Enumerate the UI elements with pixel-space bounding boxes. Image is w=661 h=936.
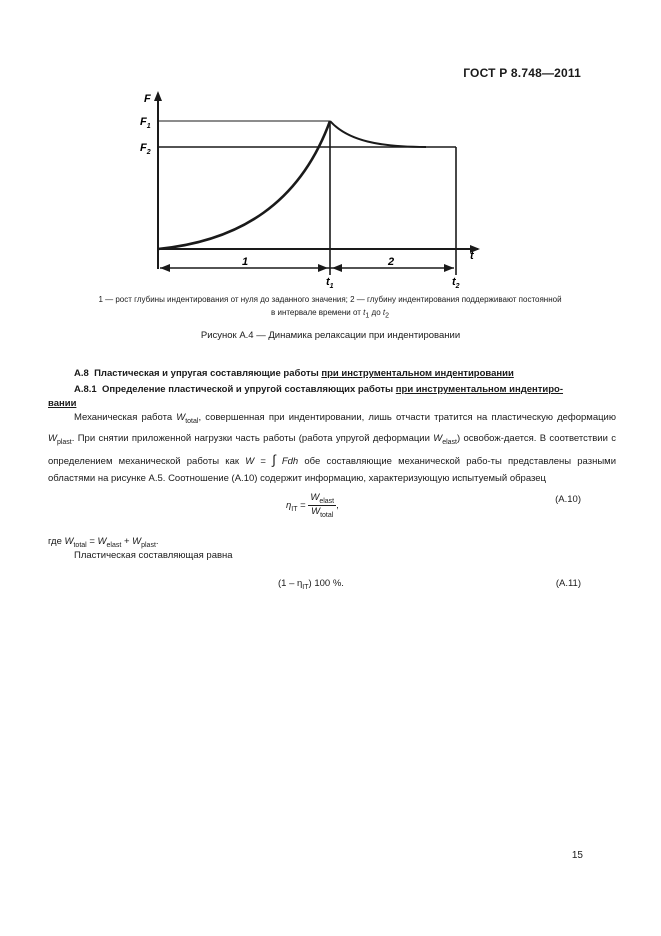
section-a81-heading: А.8.1 Определение пластической и упругой составляющих работы при инструментальном индентиро- bbox=[74, 384, 564, 395]
plastic-component-text: Пластическая составляющая равна bbox=[74, 550, 233, 561]
document-header: ГОСТ Р 8.748—2011 bbox=[463, 66, 581, 80]
dim-arrow-t1-right bbox=[332, 264, 342, 272]
equation-a10-number: (А.10) bbox=[555, 494, 581, 505]
y-axis-arrow bbox=[154, 91, 162, 101]
page-number: 15 bbox=[571, 850, 583, 861]
t2-label: $t_2$ bbox=[452, 276, 460, 290]
indentation-growth-curve bbox=[158, 121, 330, 249]
y-axis-label: F bbox=[144, 93, 151, 105]
section-a81-heading-cont: вании bbox=[48, 398, 77, 409]
figure-title: Рисунок А.4 — Динамика релаксации при индентировании bbox=[200, 330, 461, 341]
t1-label: $t_1$ bbox=[326, 276, 334, 290]
figure-note-line1: 1 — рост глубины индентирования от нуля до заданного значения; 2 — глубину индентирования поддерживают постоянной bbox=[98, 295, 562, 304]
f2-label: $F_2$ bbox=[140, 142, 151, 156]
paragraph-mechanical-work: Механическая работа $W_{total}$, совершенная при индентировании, лишь отчасти тратится на пластическую деформацию $W_{plast}$. При снятии приложенной нагрузки часть работы (работа упругой деформации $W_{elast}$) освобож-дается. В соответствии с определением механической работы как W = ∫ Fdh обе составляющие механической рабо-ты представлены разными областями на рисунке А.5. Соотношение (А.10) содержит информацию, характеризующую испытуемый образец bbox=[48, 412, 617, 484]
equation-a10: $\eta_{IT}$ = $\frac{W_{elast}}{W_{total}}$ , bbox=[286, 492, 339, 519]
dim-arrow-left bbox=[160, 264, 170, 272]
relaxation-curve bbox=[330, 121, 426, 147]
equation-a10-fraction: $\frac{W_{elast}}{W_{total}}$ bbox=[310, 492, 335, 519]
interval-2-label: 2 bbox=[388, 256, 395, 268]
dim-arrow-t1-left bbox=[318, 264, 328, 272]
figure-note-line2: в интервале времени от $t_1$ до $t_2$ bbox=[271, 308, 389, 320]
x-axis-label: t bbox=[470, 250, 474, 262]
section-a8-heading: А.8 Пластическая и упругая составляющие работы при инструментальном индентировании bbox=[74, 368, 514, 379]
interval-1-label: 1 bbox=[242, 256, 249, 268]
where-definition: где $W_{total} = W_{elast} + W_{plast}$. bbox=[48, 536, 159, 549]
relaxation-figure bbox=[130, 85, 490, 295]
dim-arrow-right bbox=[444, 264, 454, 272]
equation-a11: $(1 - \eta_{IT})$ 100 %. bbox=[278, 578, 344, 591]
f1-label: $F_1$ bbox=[140, 116, 151, 130]
equation-a11-number: (А.11) bbox=[555, 578, 581, 589]
